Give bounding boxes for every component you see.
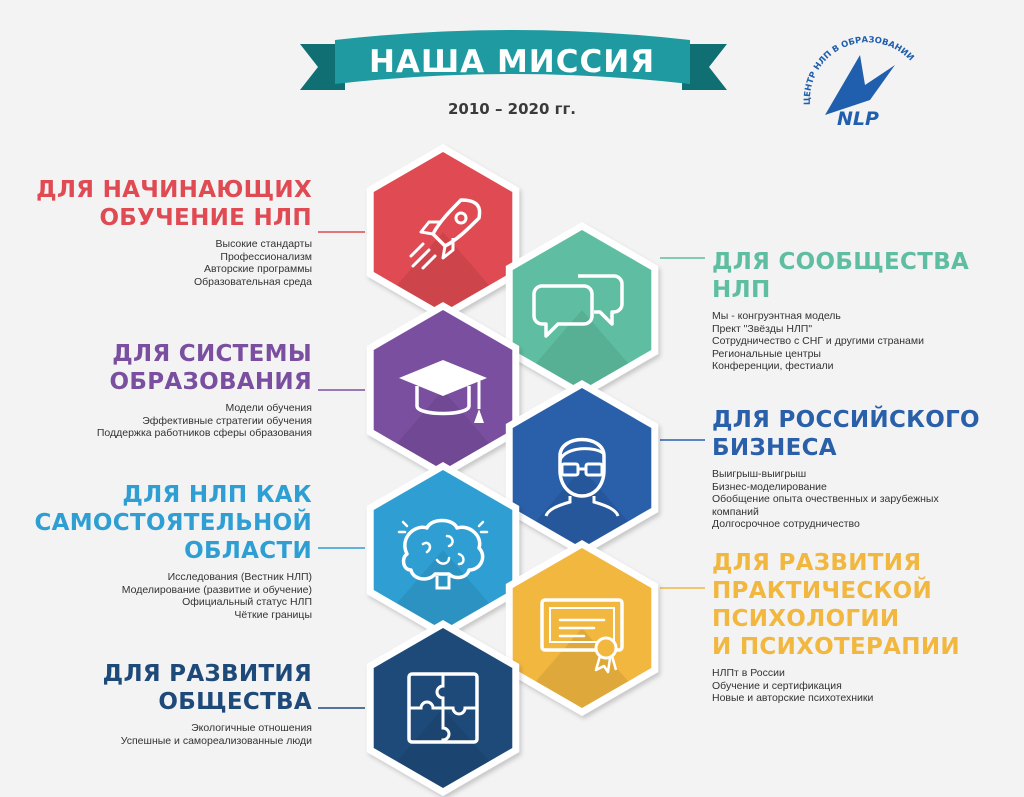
- section-title: [712, 248, 1012, 304]
- bullet-item: Авторские программы: [203, 263, 312, 276]
- section-education: [12, 340, 312, 440]
- section-title-line: ПРАКТИЧЕСКОЙ: [712, 578, 933, 604]
- bullet-item: Профессионализм: [220, 250, 312, 263]
- bullet-item: Исследования (Вестник НЛП): [167, 571, 312, 583]
- bullet-item: Образовательная среда: [193, 275, 312, 288]
- hexagon-business: [506, 380, 658, 556]
- section-title-line: ДЛЯ СИСТЕМЫ: [112, 341, 312, 367]
- bullet-item: Поддержка работников сферы образования: [96, 427, 312, 440]
- bullet-item: Новые и авторские психотехники: [712, 692, 874, 705]
- bullet-item: Высокие стандарты: [215, 238, 312, 250]
- bullet-item: компаний: [712, 505, 759, 518]
- section-title-line: БИЗНЕСА: [712, 435, 837, 461]
- section-field: [12, 481, 312, 621]
- hexagon-education: [367, 302, 519, 478]
- bullet-item: Долгосрочное сотрудничество: [712, 518, 860, 531]
- section-title-line: ДЛЯ НАЧИНАЮЩИХ: [36, 177, 312, 203]
- section-title-line: НЛП: [712, 277, 771, 303]
- section-title-line: ДЛЯ РАЗВИТИЯ: [102, 661, 312, 687]
- section-title: [712, 406, 1012, 462]
- bullet-item: Успешные и самореализованные люди: [120, 734, 312, 747]
- section-bullets: [712, 468, 1012, 531]
- section-title-line: САМОСТОЯТЕЛЬНОЙ: [34, 510, 312, 536]
- bullet-item: Прект "Звёзды НЛП": [712, 322, 813, 335]
- bullet-item: Мы - конгруэнтная модель: [712, 310, 841, 322]
- bullet-item: Конференции, фестиали: [712, 360, 834, 373]
- bullet-item: Эффективные стратегии обучения: [142, 414, 312, 427]
- section-community: [712, 248, 1012, 373]
- section-bullets: [12, 238, 312, 288]
- banner-title: НАША МИССИЯ: [368, 44, 656, 80]
- title-banner: [300, 30, 727, 90]
- bullet-item: Сотрудничество с СНГ и другими странами: [712, 335, 924, 348]
- section-bullets: [12, 402, 312, 440]
- hexagon-community: [506, 222, 658, 398]
- bullet-item: Модели обучения: [225, 402, 312, 414]
- bullet-item: Обобщение опыта очественных и зарубежных: [712, 493, 939, 506]
- section-title: [712, 549, 1012, 661]
- bullet-item: Региональные центры: [712, 347, 821, 360]
- section-title: [12, 660, 312, 716]
- hexagon-group: [367, 144, 658, 796]
- section-bullets: [712, 310, 1012, 373]
- section-title-line: ПСИХОЛОГИИ: [712, 606, 900, 632]
- section-title-line: ОБЩЕСТВА: [158, 689, 312, 715]
- section-beginners: [12, 176, 312, 288]
- section-title-line: И ПСИХОТЕРАПИИ: [712, 634, 960, 660]
- section-society: [12, 660, 312, 747]
- hexagon-field: [367, 462, 519, 638]
- section-title-line: ДЛЯ НЛП КАК: [122, 482, 312, 508]
- section-title-line: ДЛЯ РАЗВИТИЯ: [712, 550, 922, 576]
- section-bullets: [712, 667, 1012, 705]
- section-title: [12, 176, 312, 232]
- logo-nlp-text: NLP: [837, 108, 879, 130]
- bullet-item: Бизнес-моделирование: [712, 480, 827, 493]
- bullet-item: Обучение и сертификация: [712, 679, 842, 692]
- section-title-line: ОБЛАСТИ: [184, 538, 312, 564]
- hexagon-society: [367, 620, 519, 796]
- years-label: 2010 – 2020 гг.: [447, 100, 577, 118]
- bullet-item: Экологичные отношения: [191, 722, 312, 734]
- section-title-line: ОБУЧЕНИЕ НЛП: [99, 205, 312, 231]
- section-title: [12, 340, 312, 396]
- section-title-line: ДЛЯ СООБЩЕСТВА: [712, 249, 970, 275]
- section-bullets: [12, 571, 312, 621]
- bullet-item: Выигрыш-выигрыш: [712, 468, 807, 480]
- bullet-item: Чёткие границы: [234, 608, 312, 621]
- section-title: [12, 481, 312, 565]
- section-business: [712, 406, 1012, 531]
- section-title-line: ОБРАЗОВАНИЯ: [109, 369, 312, 395]
- section-bullets: [12, 722, 312, 747]
- bullet-item: Моделирование (развитие и обучение): [121, 583, 312, 596]
- bullet-item: Официальный статус НЛП: [182, 596, 312, 609]
- logo-arc-text: ЦЕНТР НЛП В ОБРАЗОВАНИИ: [802, 35, 916, 106]
- hexagon-psychology: [506, 540, 658, 716]
- hexagon-beginners: [367, 144, 519, 320]
- section-title-line: ДЛЯ РОССИЙСКОГО: [712, 407, 980, 433]
- bullet-item: НЛПт в России: [712, 667, 785, 679]
- section-psychology: [712, 549, 1012, 705]
